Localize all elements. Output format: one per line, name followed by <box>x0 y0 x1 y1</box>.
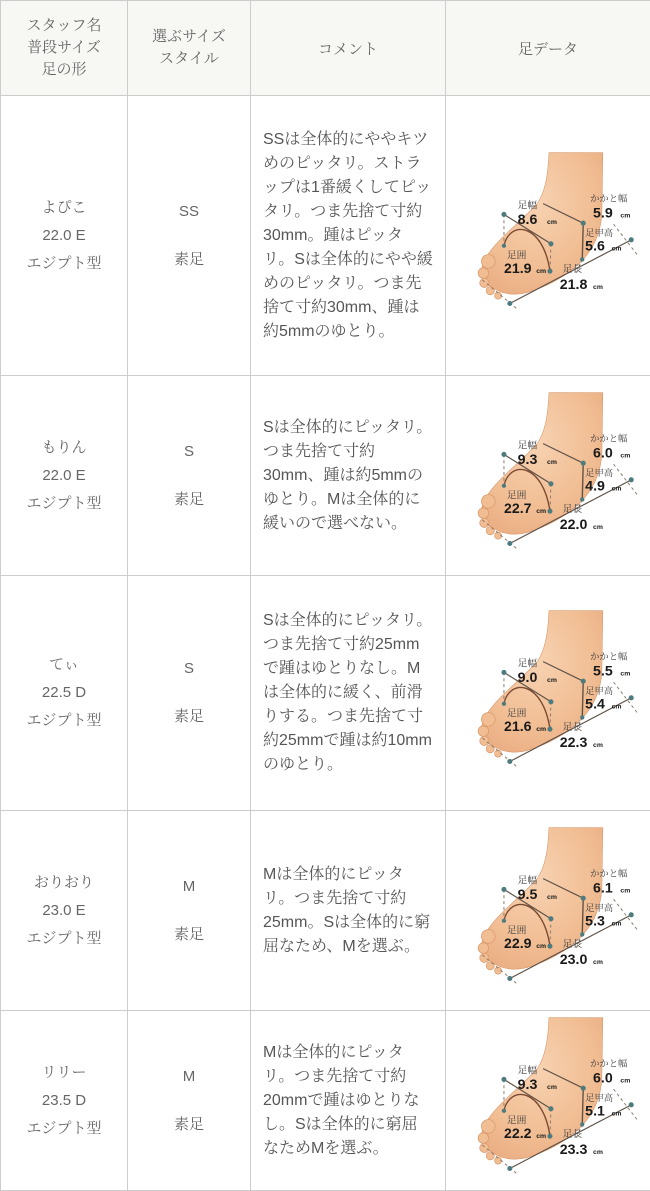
measure-dot <box>629 695 634 700</box>
big-toe <box>481 255 495 269</box>
measure-dot <box>629 237 634 242</box>
instep-height-line <box>582 898 583 934</box>
chosen-size: SS <box>130 200 248 224</box>
chosen-size-cell <box>128 576 251 811</box>
foot-length-unit: cm <box>593 741 603 748</box>
col-header-chosen-size-line2: スタイル <box>130 48 248 70</box>
heel-width-label: かかと幅 <box>590 193 627 204</box>
foot-length-unit: cm <box>593 524 603 531</box>
foot-data-cell <box>446 1011 650 1191</box>
staff-name: もりん <box>3 434 125 462</box>
toe <box>486 1152 494 1160</box>
col-header-chosen-size <box>128 1 251 96</box>
comment-text: Mは全体的にピッタリ。つま先捨て寸約25mm。Sは全体的に窮屈なため、Mを選ぶ。 <box>263 866 430 955</box>
measure-dot <box>581 896 586 901</box>
chosen-size: S <box>130 440 248 464</box>
foot-girth-value: 21.9 <box>504 261 532 277</box>
foot-length-label: 足長 <box>563 1128 583 1140</box>
foot-measurement-figure <box>455 148 641 318</box>
staff-cell <box>1 96 128 376</box>
staff-usual-size: 22.5 D <box>3 679 125 707</box>
instep-height-label: 足甲高 <box>585 902 613 913</box>
col-header-staff-line3: 足の形 <box>3 59 125 81</box>
staff-cell <box>1 811 128 1011</box>
foot-photo <box>455 388 641 558</box>
comment-text: SSは全体的にややキツめのピッタリ。ストラップは1番緩くしてピッタリ。つま先捨て寸約30mm。踵はピッタリ。Sは全体的にやや緩めのピッタリ。つま先捨て寸約30mm、踵は約5mmのゆとり。 <box>263 131 433 340</box>
measure-dot <box>548 916 553 921</box>
toe <box>480 1143 489 1152</box>
staff-name: てぃ <box>3 651 125 679</box>
measure-dot <box>502 484 506 488</box>
measure-dot <box>502 244 506 248</box>
staff-cell <box>1 376 128 576</box>
comment-text: Sは全体的にピッタリ。つま先捨て寸約30mm、踵は約5mmのゆとり。Mは全体的に緩いので選べない。 <box>263 419 432 532</box>
foot-width-unit: cm <box>547 459 557 466</box>
toe <box>486 744 494 752</box>
col-header-chosen-size-line1: 選ぶサイズ <box>130 26 248 48</box>
instep-height-label: 足甲高 <box>585 1092 613 1103</box>
foot-width-unit: cm <box>547 219 557 226</box>
measure-dot <box>629 1102 634 1107</box>
fitting-style: 素足 <box>130 488 248 512</box>
foot-width-label: 足幅 <box>518 199 538 212</box>
staff-name: おりおり <box>3 869 125 897</box>
foot-length-value: 22.0 <box>560 517 588 533</box>
measure-dot <box>507 301 512 306</box>
instep-height-line <box>582 681 583 717</box>
heel-width-label: かかと幅 <box>590 433 627 444</box>
foot-girth-unit: cm <box>536 508 546 515</box>
instep-height-unit: cm <box>612 703 622 710</box>
fitting-style: 素足 <box>130 705 248 729</box>
measure-dot <box>580 932 584 936</box>
measure-dot <box>501 212 506 217</box>
instep-height-unit: cm <box>612 246 622 253</box>
staff-usual-size: 22.0 E <box>3 222 125 250</box>
table-row <box>1 376 650 576</box>
foot-width-unit: cm <box>547 894 557 901</box>
toe <box>478 508 489 519</box>
measure-dot <box>507 976 512 981</box>
heel-width-unit: cm <box>620 212 630 219</box>
toe <box>480 518 489 527</box>
staff-foot-shape: エジプト型 <box>3 490 125 518</box>
foot-girth-unit: cm <box>536 726 546 733</box>
col-header-staff-line1: スタッフ名 <box>3 15 125 37</box>
big-toe <box>481 930 495 944</box>
instep-height-line <box>582 223 583 259</box>
foot-length-unit: cm <box>593 959 603 966</box>
measure-dot <box>547 726 552 731</box>
foot-girth-value: 22.9 <box>504 936 532 952</box>
heel-width-label: かかと幅 <box>590 868 627 879</box>
chosen-size-cell <box>128 1011 251 1191</box>
col-header-staff <box>1 1 128 96</box>
table-row <box>1 576 650 811</box>
toe <box>486 527 494 535</box>
measure-dot <box>507 758 512 763</box>
instep-height-unit: cm <box>612 1111 622 1118</box>
foot-length-value: 21.8 <box>560 277 588 293</box>
measure-dot <box>580 1122 584 1126</box>
toe <box>486 962 494 970</box>
toe <box>480 736 489 745</box>
toe <box>478 268 489 279</box>
heel-width-value: 5.5 <box>593 663 613 679</box>
measure-dot <box>548 481 553 486</box>
big-toe <box>481 712 495 726</box>
measure-dot <box>502 1109 506 1113</box>
foot-width-label: 足幅 <box>518 1064 538 1077</box>
measure-dot <box>501 452 506 457</box>
comment-cell <box>251 96 446 376</box>
measure-dot <box>581 1086 586 1091</box>
heel-width-value: 6.0 <box>593 1070 613 1086</box>
instep-height-value: 5.3 <box>585 914 605 930</box>
measure-dot <box>629 912 634 917</box>
measure-dot <box>502 701 506 705</box>
heel-width-value: 5.9 <box>593 205 613 221</box>
foot-photo <box>455 606 641 776</box>
foot-girth-unit: cm <box>536 1133 546 1140</box>
staff-foot-shape: エジプト型 <box>3 707 125 735</box>
chosen-size: M <box>130 1065 248 1089</box>
heel-width-unit: cm <box>620 452 630 459</box>
foot-length-value: 22.3 <box>560 734 588 750</box>
foot-width-value: 9.3 <box>518 452 538 468</box>
comment-cell <box>251 376 446 576</box>
foot-girth-value: 22.2 <box>504 1126 532 1142</box>
foot-length-value: 23.0 <box>560 952 588 968</box>
foot-length-unit: cm <box>593 1149 603 1156</box>
foot-width-unit: cm <box>547 677 557 684</box>
instep-height-unit: cm <box>612 921 622 928</box>
foot-width-label: 足幅 <box>518 439 538 452</box>
instep-height-line <box>582 463 583 499</box>
foot-girth-label: 足囲 <box>507 707 527 719</box>
staff-foot-shape: エジプト型 <box>3 925 125 953</box>
foot-width-value: 9.5 <box>518 887 538 903</box>
foot-girth-unit: cm <box>536 943 546 950</box>
instep-height-value: 5.6 <box>585 239 605 255</box>
measure-dot <box>501 1077 506 1082</box>
foot-girth-value: 22.7 <box>504 501 532 517</box>
staff-foot-shape: エジプト型 <box>3 250 125 278</box>
heel-width-label: かかと幅 <box>590 650 627 661</box>
comment-cell <box>251 811 446 1011</box>
foot-width-value: 9.0 <box>518 670 538 686</box>
staff-usual-size: 22.0 E <box>3 462 125 490</box>
fitting-style: 素足 <box>130 1113 248 1137</box>
foot-measurement-figure <box>455 388 641 558</box>
comment-cell <box>251 576 446 811</box>
foot-photo <box>455 1013 641 1183</box>
toe <box>486 287 494 295</box>
measure-dot <box>502 919 506 923</box>
toe <box>480 953 489 962</box>
staff-cell <box>1 1011 128 1191</box>
foot-photo <box>455 823 641 993</box>
foot-data-cell <box>446 811 650 1011</box>
chosen-size: M <box>130 875 248 899</box>
foot-length-value: 23.3 <box>560 1142 588 1158</box>
staff-cell <box>1 576 128 811</box>
comment-text: Mは全体的にピッタリ。つま先捨て寸約20mmで踵はゆとりなし。Sは全体的に窮屈なためMを選ぶ。 <box>263 1044 419 1157</box>
col-header-foot-data: 足データ <box>446 1 650 96</box>
foot-width-label: 足幅 <box>518 656 538 669</box>
col-header-comment: コメント <box>251 1 446 96</box>
foot-width-value: 9.3 <box>518 1077 538 1093</box>
foot-width-unit: cm <box>547 1084 557 1091</box>
staff-name: よぴこ <box>3 194 125 222</box>
foot-data-cell <box>446 96 650 376</box>
heel-width-value: 6.0 <box>593 445 613 461</box>
measure-dot <box>507 541 512 546</box>
table-row <box>1 1011 650 1191</box>
foot-girth-value: 21.6 <box>504 719 532 735</box>
foot-measurement-figure <box>455 823 641 993</box>
foot-width-label: 足幅 <box>518 874 538 887</box>
measure-dot <box>581 221 586 226</box>
col-header-staff-line2: 普段サイズ <box>3 37 125 59</box>
measure-dot <box>580 497 584 501</box>
measure-dot <box>501 887 506 892</box>
foot-girth-unit: cm <box>536 268 546 275</box>
staff-usual-size: 23.5 D <box>3 1087 125 1115</box>
instep-height-value: 5.1 <box>585 1104 605 1120</box>
toe <box>480 278 489 287</box>
fitting-style: 素足 <box>130 923 248 947</box>
foot-girth-label: 足囲 <box>507 249 527 261</box>
heel-width-unit: cm <box>620 1077 630 1084</box>
toe <box>478 943 489 954</box>
instep-height-line <box>582 1088 583 1124</box>
foot-length-label: 足長 <box>563 503 583 515</box>
foot-length-label: 足長 <box>563 938 583 950</box>
measure-dot <box>547 509 552 514</box>
big-toe <box>481 495 495 509</box>
measure-dot <box>548 699 553 704</box>
chosen-size-cell <box>128 376 251 576</box>
foot-girth-label: 足囲 <box>507 489 527 501</box>
big-toe <box>481 1120 495 1134</box>
chosen-size-cell <box>128 96 251 376</box>
measure-dot <box>507 1166 512 1171</box>
chosen-size: S <box>130 657 248 681</box>
measure-dot <box>580 257 584 261</box>
foot-length-label: 足長 <box>563 263 583 275</box>
fitting-style: 素足 <box>130 248 248 272</box>
measure-dot <box>580 715 584 719</box>
heel-width-unit: cm <box>620 887 630 894</box>
staff-usual-size: 23.0 E <box>3 897 125 925</box>
instep-height-value: 5.4 <box>585 696 605 712</box>
heel-width-label: かかと幅 <box>590 1058 627 1069</box>
measure-dot <box>547 269 552 274</box>
table-row <box>1 811 650 1011</box>
staff-name: リリー <box>3 1059 125 1087</box>
foot-length-label: 足長 <box>563 721 583 733</box>
toe <box>478 1133 489 1144</box>
measure-dot <box>547 944 552 949</box>
instep-height-value: 4.9 <box>585 479 605 495</box>
measure-dot <box>581 461 586 466</box>
heel-width-value: 6.1 <box>593 880 613 896</box>
foot-photo <box>455 148 641 318</box>
table-row <box>1 96 650 376</box>
instep-height-label: 足甲高 <box>585 467 613 478</box>
heel-width-unit: cm <box>620 670 630 677</box>
foot-data-cell <box>446 376 650 576</box>
staff-foot-shape: エジプト型 <box>3 1115 125 1143</box>
measure-dot <box>548 241 553 246</box>
foot-data-cell <box>446 576 650 811</box>
instep-height-unit: cm <box>612 486 622 493</box>
header-row <box>1 1 650 96</box>
measure-dot <box>581 678 586 683</box>
instep-height-label: 足甲高 <box>585 684 613 695</box>
foot-girth-label: 足囲 <box>507 924 527 936</box>
foot-measurement-figure <box>455 606 641 776</box>
measure-dot <box>547 1134 552 1139</box>
comment-text: Sは全体的にピッタリ。つま先捨て寸約25mmで踵はゆとりなし。Mは全体的に緩く、前滑りする。つま先捨て寸約25mmで踵は約10mmのゆとり。 <box>263 612 432 773</box>
foot-measurement-figure <box>455 1013 641 1183</box>
foot-length-unit: cm <box>593 284 603 291</box>
toe <box>478 725 489 736</box>
measure-dot <box>548 1106 553 1111</box>
instep-height-label: 足甲高 <box>585 227 613 238</box>
measure-dot <box>629 477 634 482</box>
foot-girth-label: 足囲 <box>507 1114 527 1126</box>
foot-width-value: 8.6 <box>518 212 538 228</box>
measure-dot <box>501 669 506 674</box>
chosen-size-cell <box>128 811 251 1011</box>
comment-cell <box>251 1011 446 1191</box>
